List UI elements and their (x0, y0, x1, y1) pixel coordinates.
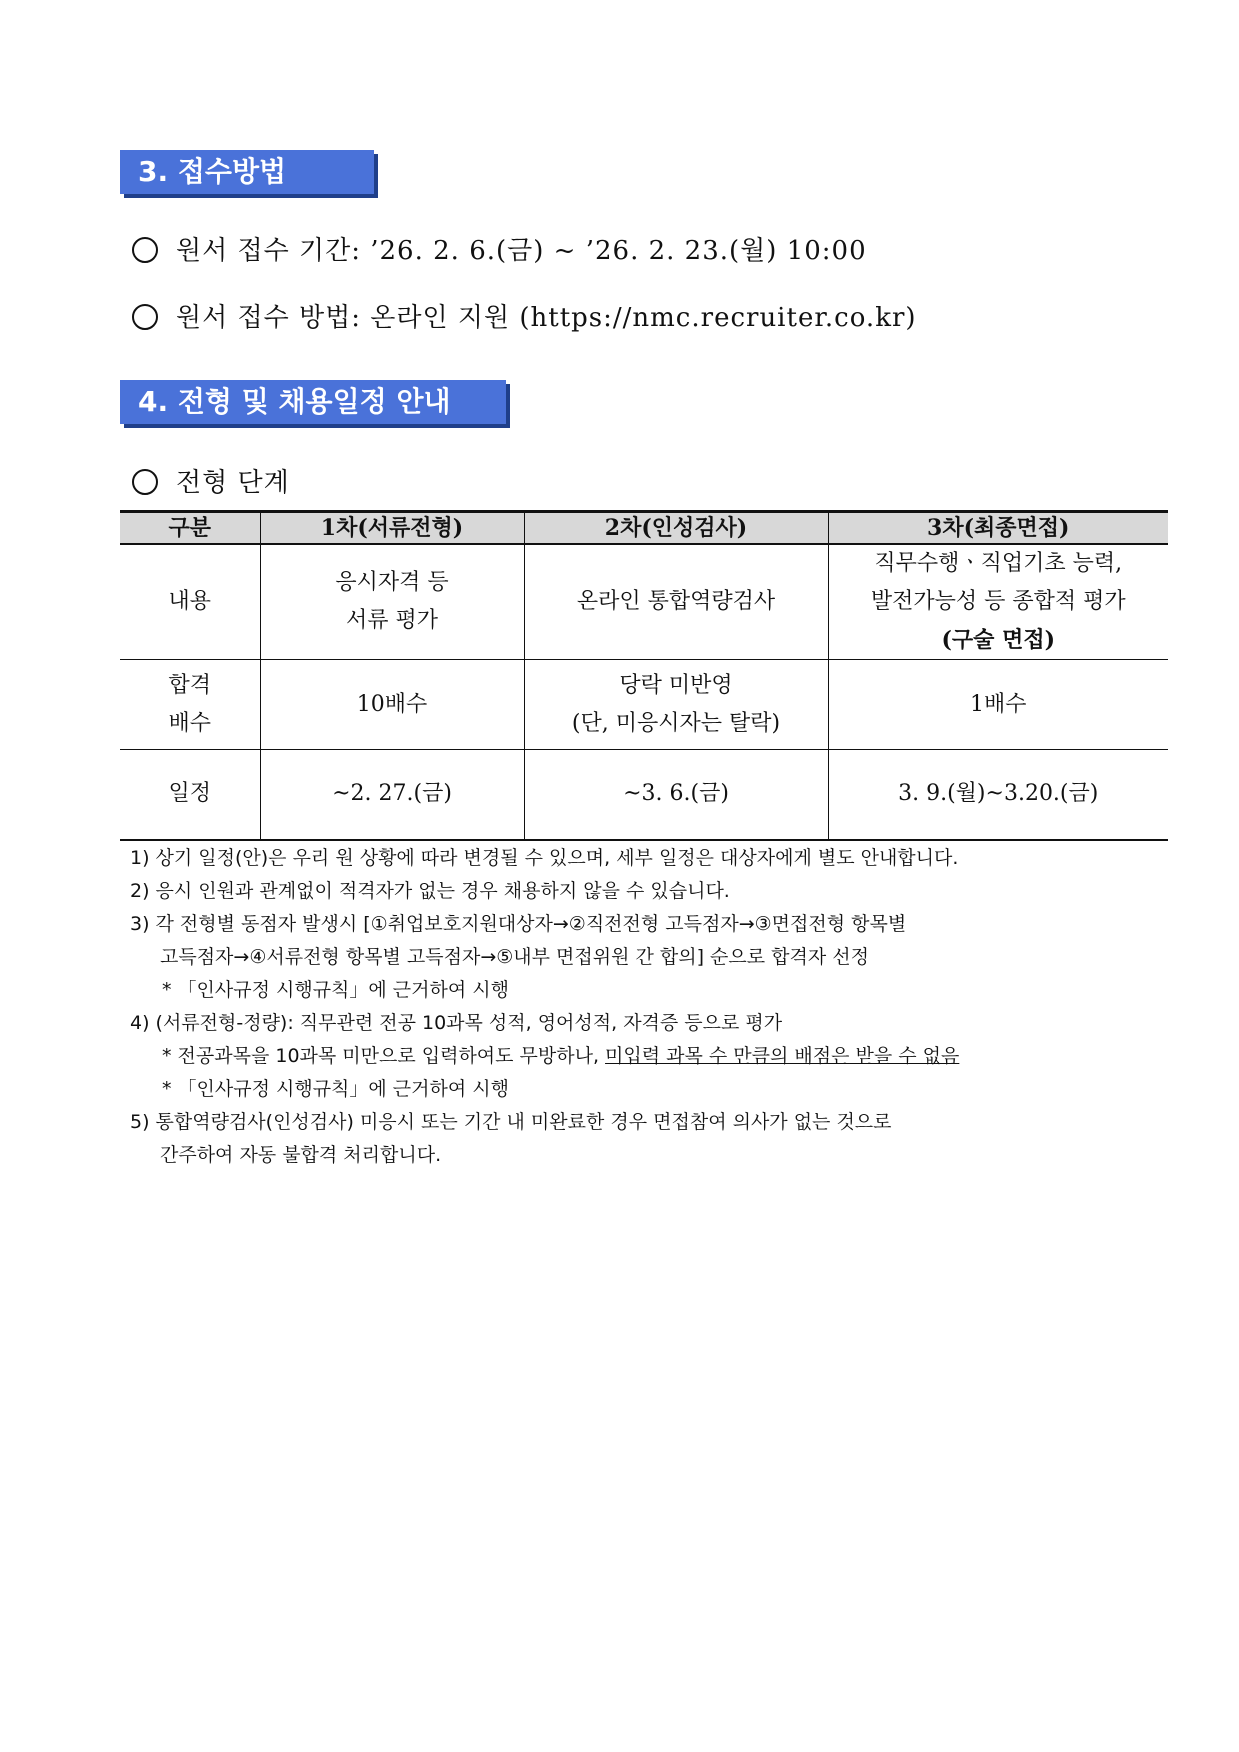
cell-line: 합격 (168, 672, 211, 698)
cell-line: (단, 미응시자는 탈락) (571, 710, 781, 736)
selection-stages-label (132, 462, 290, 499)
note-3-line-1: 3) 각 전형별 동점자 발생시 [①취업보호지원대상자→②직전전형 고득점자→③면접전형 항목별 (130, 913, 907, 935)
cell-line: 서류 평가 (345, 608, 438, 633)
cell-stage-2-ratio (524, 660, 828, 750)
note-1: 1) 상기 일정(안)은 우리 원 상황에 따라 변경될 수 있으며, 세부 일정은 대상자에게 별도 안내합니다. (130, 847, 959, 869)
table-header-row (120, 512, 1168, 545)
table-row-schedule (120, 750, 1168, 840)
cell-line: 발전가능성 등 종합적 평가 (870, 589, 1126, 614)
note-4-footnote-1 (130, 1040, 1180, 1073)
note-4-line-1: 4) (서류전형-정량): 직무관련 전공 10과목 성적, 영어성적, 자격증 등으로 평가 (130, 1012, 783, 1034)
row-label-schedule: 일정 (120, 750, 260, 840)
application-period-text: 원서 접수 기간: ’26. 2. 6.(금) ~ ’26. 2. 23.(월) 10:00 (176, 236, 867, 266)
note-4-underlined-text: 미입력 과목 수 만큼의 배점은 받을 수 없음 (605, 1045, 960, 1067)
row-label-pass-ratio (120, 660, 260, 750)
note-4-footnote-2: * 「인사규정 시행규칙」에 근거하여 시행 (162, 1078, 509, 1100)
section-4-header (120, 380, 506, 424)
cell-stage-2-schedule: ~3. 6.(금) (524, 750, 828, 840)
cell-stage-2-content: 온라인 통합역량검사 (524, 544, 828, 660)
circle-bullet-icon (132, 304, 158, 330)
cell-stage-1-content (260, 544, 524, 660)
header-category: 구분 (120, 512, 260, 545)
table-row-content (120, 544, 1168, 660)
cell-stage-1-ratio: 10배수 (260, 660, 524, 750)
cell-line: 응시자격 등 (335, 570, 449, 595)
application-period (132, 230, 867, 267)
notes-list (130, 842, 1180, 1172)
cell-stage-3-content (828, 544, 1168, 660)
header-stage-3: 3차(최종면접) (828, 512, 1168, 545)
cell-stage-1-schedule: ~2. 27.(금) (260, 750, 524, 840)
header-stage-1: 1차(서류전형) (260, 512, 524, 545)
note-4-footnote-text: * 전공과목을 10과목 미만으로 입력하여도 무방하나, (162, 1045, 606, 1067)
cell-stage-3-schedule: 3. 9.(월)~3.20.(금) (828, 750, 1168, 840)
circle-bullet-icon (132, 237, 158, 263)
selection-stages-text: 전형 단계 (176, 468, 290, 498)
note-3-footnote: * 「인사규정 시행규칙」에 근거하여 시행 (162, 979, 509, 1001)
table-row-pass-ratio (120, 660, 1168, 750)
application-method (132, 297, 917, 334)
circle-bullet-icon (132, 469, 158, 495)
cell-stage-3-ratio: 1배수 (828, 660, 1168, 750)
section-3-title: 3. 접수방법 (120, 150, 374, 194)
note-5-line-1: 5) 통합역량검사(인성검사) 미응시 또는 기간 내 미완료한 경우 면접참여 의사가 없는 것으로 (130, 1111, 892, 1133)
cell-line: 배수 (168, 710, 211, 736)
row-label-content: 내용 (120, 544, 260, 660)
note-3-line-2: 고득점자→④서류전형 항목별 고득점자→⑤내부 면접위원 간 합의] 순으로 합격자 선정 (160, 946, 869, 968)
cell-line: 당락 미반영 (619, 672, 733, 698)
application-method-text: 원서 접수 방법: 온라인 지원 (https://nmc.recruiter.co.kr) (176, 303, 917, 333)
header-stage-2: 2차(인성검사) (524, 512, 828, 545)
note-5-line-2: 간주하여 자동 불합격 처리합니다. (160, 1144, 442, 1166)
section-3-header (120, 150, 374, 194)
section-4-title: 4. 전형 및 채용일정 안내 (120, 380, 506, 424)
cell-line: 직무수행ㆍ직업기초 능력, (874, 551, 1123, 576)
selection-schedule-table (120, 510, 1168, 841)
note-2: 2) 응시 인원과 관계없이 적격자가 없는 경우 채용하지 않을 수 있습니다. (130, 880, 730, 902)
cell-line-bold: (구술 면접) (941, 627, 1055, 653)
